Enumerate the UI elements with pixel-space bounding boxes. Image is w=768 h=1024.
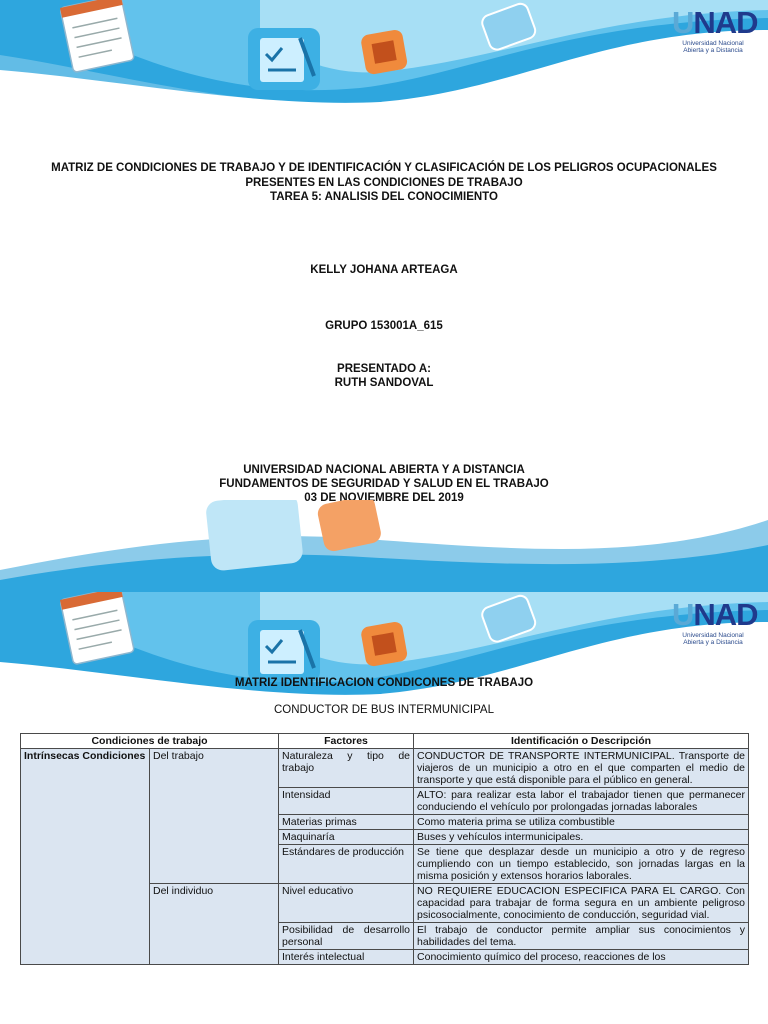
book-icon — [360, 29, 408, 76]
cover-title-line-2: PRESENTES EN LAS CONDICIONES DE TRABAJO — [245, 177, 523, 189]
group-cell-del-individuo: Del individuo — [150, 884, 279, 965]
factor-cell: Intensidad — [279, 788, 414, 815]
description-cell: Conocimiento químico del proceso, reacciones de los — [414, 950, 749, 965]
header-conditions: Condiciones de trabajo — [21, 734, 279, 749]
footer-banner — [0, 500, 768, 592]
unad-logo: UNAD Universidad Nacional Abierta y a Distancia — [672, 5, 758, 54]
factor-cell: Naturaleza y tipo de trabajo — [279, 749, 414, 788]
decor-blue-square-icon — [205, 500, 304, 572]
description-cell: NO REQUIERE EDUCACION ESPECIFICA PARA EL CARGO. Con capacidad para trabajar de forma segura en un ambiente peligroso psicosocialmente, conocimiento de conducción, seguridad vial. — [414, 884, 749, 923]
description-cell: CONDUCTOR DE TRANSPORTE INTERMUNICIPAL. Transporte de viajeros de un municipio a otro en el que comparten el medio de transporte y que está disponible para el público en general. — [414, 749, 749, 788]
cover-date: 03 DE NOVIEMBRE DEL 2019 — [304, 492, 464, 504]
description-cell: Como materia prima se utiliza combustible — [414, 815, 749, 830]
table-row — [21, 749, 749, 788]
notepad-icon — [60, 0, 134, 73]
factor-cell: Materias primas — [279, 815, 414, 830]
course-name: FUNDAMENTOS DE SEGURIDAD Y SALUD EN EL TRABAJO — [219, 478, 549, 490]
checklist-icon — [248, 28, 320, 90]
university-name: UNIVERSIDAD NACIONAL ABIERTA Y A DISTANCIA — [243, 464, 525, 476]
factor-cell: Estándares de producción — [279, 845, 414, 884]
cover-title-line-3: TAREA 5: ANALISIS DEL CONOCIMIENTO — [270, 191, 498, 203]
factor-cell: Posibilidad de desarrollo personal — [279, 923, 414, 950]
header-factors: Factores — [279, 734, 414, 749]
presented-label: PRESENTADO A: — [337, 363, 431, 375]
description-cell: ALTO: para realizar esta labor el trabajador tienen que permanecer conduciendo el vehículo por prolongadas jornadas laborales — [414, 788, 749, 815]
factor-cell: Nivel educativo — [279, 884, 414, 923]
matrix-page — [0, 592, 768, 1024]
factor-cell: Maquinaría — [279, 830, 414, 845]
group-cell-del-trabajo: Del trabajo — [150, 749, 279, 884]
description-cell: Buses y vehículos intermunicipales. — [414, 830, 749, 845]
checklist-icon — [248, 620, 320, 682]
notepad-icon — [60, 592, 134, 665]
matrix-title: MATRIZ IDENTIFICACION CONDICONES DE TRABAJO — [234, 677, 534, 689]
presented-to: RUTH SANDOVAL — [334, 377, 434, 389]
factor-cell: Interés intelectual — [279, 950, 414, 965]
header-banner — [0, 0, 768, 110]
conditions-matrix-table — [20, 733, 749, 965]
group-code: GRUPO 153001A_615 — [325, 320, 443, 332]
matrix-subtitle: CONDUCTOR DE BUS INTERMUNICIPAL — [273, 704, 494, 716]
cover-title-line-1: MATRIZ DE CONDICIONES DE TRABAJO Y DE IDENTIFICACIÓN Y CLASIFICACIÓN DE LOS PELIGROS OCUPACIONALES — [51, 162, 717, 174]
description-cell: El trabajo de conductor permite ampliar sus conocimientos y habilidades del tema. — [414, 923, 749, 950]
book-icon — [360, 621, 408, 668]
condition-cell: Intrínsecas Condiciones — [21, 749, 150, 965]
header-description: Identificación o Descripción — [414, 734, 749, 749]
author-name: KELLY JOHANA ARTEAGA — [310, 264, 458, 276]
description-cell: Se tiene que desplazar desde un municipio a otro y de regreso cumpliendo con un tiempo establecido, son jornadas largas en la misma posición y extensos horarios laborales. — [414, 845, 749, 884]
unad-logo-2: UNAD Universidad Nacional Abierta y a Distancia — [672, 597, 758, 646]
